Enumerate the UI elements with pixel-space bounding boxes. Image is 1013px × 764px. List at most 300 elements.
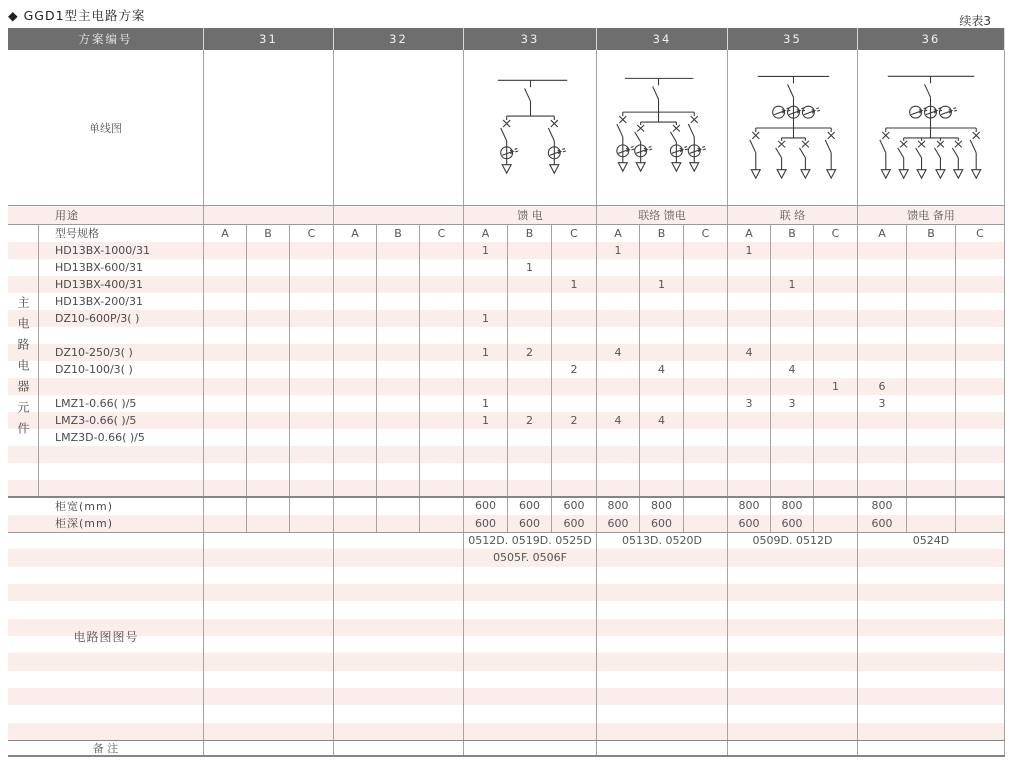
component-value-cell (508, 293, 552, 310)
cabinet-depth-label: 柜深(mm) (8, 515, 204, 533)
scheme-header-row (8, 28, 1005, 50)
divider (8, 532, 1005, 533)
component-value-cell (464, 446, 508, 463)
drawing-no-cell (597, 653, 728, 670)
component-value-cell (640, 446, 684, 463)
component-value-cell (907, 412, 956, 429)
component-row (8, 327, 1005, 344)
drawing-no-cell: 0505F. 0506F (464, 549, 597, 566)
component-value-cell (907, 395, 956, 412)
component-value-cell (597, 480, 640, 497)
component-value-cell (334, 480, 377, 497)
rail-cell (8, 446, 39, 463)
component-rows (8, 242, 1005, 497)
scheme-header-cell-35: 35 (728, 28, 858, 50)
component-value-cell (956, 242, 1005, 259)
cabinet-depth-value-cell (956, 515, 1005, 533)
component-value-cell (204, 378, 247, 395)
component-value-cell (728, 412, 771, 429)
component-value-cell (247, 276, 290, 293)
cabinet-depth-value-cell (907, 515, 956, 533)
component-value-cell (420, 361, 464, 378)
component-value-cell (508, 446, 552, 463)
scheme-header-cell-31: 31 (204, 28, 334, 50)
component-value-cell: 4 (771, 361, 814, 378)
component-value-cell (377, 276, 420, 293)
diagram-row-label: 单线图 (8, 50, 204, 205)
drawing-no-row (8, 532, 1005, 549)
drawing-no-cell (464, 619, 597, 636)
remarks-label: 备 注 (8, 740, 204, 757)
cabinet-depth-value-cell: 600 (508, 515, 552, 533)
component-value-cell (552, 310, 597, 327)
component-value-cell (420, 395, 464, 412)
subcol-header-cell: B (771, 224, 814, 242)
component-value-cell (420, 429, 464, 446)
component-value-cell (204, 361, 247, 378)
cabinet-width-label: 柜宽(mm) (8, 497, 204, 515)
component-value-cell (907, 361, 956, 378)
diagram-cell-33 (464, 50, 597, 205)
cabinet-depth-value-cell: 600 (771, 515, 814, 533)
component-value-cell (290, 378, 334, 395)
component-value-cell (290, 463, 334, 480)
component-value-cell (814, 361, 858, 378)
component-value-cell: 1 (464, 242, 508, 259)
component-value-cell (858, 293, 907, 310)
component-value-cell (907, 293, 956, 310)
component-value-cell (728, 276, 771, 293)
component-value-cell (728, 293, 771, 310)
component-value-cell (684, 276, 728, 293)
component-value-cell (684, 412, 728, 429)
rail-cell (8, 276, 39, 293)
component-value-cell (334, 395, 377, 412)
component-value-cell (247, 395, 290, 412)
component-value-cell: 1 (464, 310, 508, 327)
drawing-no-cell (728, 636, 858, 653)
drawing-no-section (8, 532, 1005, 740)
component-value-cell (684, 344, 728, 361)
component-value-cell (377, 293, 420, 310)
component-label: HD13BX-1000/31 (39, 242, 204, 259)
component-value-cell: 4 (597, 412, 640, 429)
cabinet-depth-value-cell (814, 515, 858, 533)
component-value-cell (508, 327, 552, 344)
component-value-cell (956, 412, 1005, 429)
drawing-no-cell (597, 636, 728, 653)
component-value-cell (334, 463, 377, 480)
component-value-cell (684, 480, 728, 497)
component-value-cell (814, 327, 858, 344)
drawing-no-row (8, 549, 1005, 566)
component-label (39, 327, 204, 344)
component-row (8, 361, 1005, 378)
drawing-no-label-spacer (8, 653, 204, 670)
component-value-cell (464, 293, 508, 310)
cabinet-width-value-cell: 800 (858, 497, 907, 515)
component-value-cell: 1 (728, 242, 771, 259)
cabinet-width-value-cell: 800 (640, 497, 684, 515)
drawing-no-cell (204, 601, 334, 618)
component-value-cell: 1 (464, 344, 508, 361)
component-label: LMZ1-0.66( )/5 (39, 395, 204, 412)
component-value-cell (334, 412, 377, 429)
component-label (39, 463, 204, 480)
component-label: HD13BX-200/31 (39, 293, 204, 310)
component-label (39, 446, 204, 463)
component-value-cell (334, 378, 377, 395)
component-value-cell (814, 259, 858, 276)
component-row (8, 242, 1005, 259)
component-value-cell (420, 446, 464, 463)
diagram-cell-35 (728, 50, 858, 205)
component-value-cell (814, 242, 858, 259)
diagram-cell-32 (334, 50, 464, 205)
cabinet-width-value-cell (956, 497, 1005, 515)
component-value-cell (771, 446, 814, 463)
component-value-cell (290, 446, 334, 463)
component-row (8, 463, 1005, 480)
cabinet-width-value-cell: 800 (728, 497, 771, 515)
drawing-no-cell (597, 705, 728, 722)
drawing-no-cell (858, 636, 1005, 653)
component-value-cell (204, 395, 247, 412)
drawing-no-cell (728, 567, 858, 584)
drawing-no-cell (858, 653, 1005, 670)
component-value-cell (907, 429, 956, 446)
component-value-cell (728, 429, 771, 446)
component-value-cell (684, 463, 728, 480)
drawing-no-cell (334, 601, 464, 618)
drawing-no-cell (858, 619, 1005, 636)
drawing-no-cell (858, 723, 1005, 740)
component-value-cell (956, 259, 1005, 276)
component-value-cell (640, 480, 684, 497)
subcol-header-cell: A (334, 224, 377, 242)
component-value-cell (858, 361, 907, 378)
component-value-cell (204, 327, 247, 344)
component-value-cell (684, 293, 728, 310)
component-value-cell (814, 293, 858, 310)
cabinet-width-value-cell (814, 497, 858, 515)
drawing-no-cell (858, 705, 1005, 722)
cabinet-depth-row (8, 515, 1005, 533)
component-value-cell (420, 310, 464, 327)
component-value-cell (290, 429, 334, 446)
component-label: DZ10-250/3( ) (39, 344, 204, 361)
component-value-cell (640, 378, 684, 395)
drawing-no-cell (464, 601, 597, 618)
cabinet-width-value-cell (290, 497, 334, 515)
component-value-cell (247, 378, 290, 395)
component-value-cell (247, 361, 290, 378)
cabinet-width-value-cell: 600 (508, 497, 552, 515)
subcol-header-cell: C (420, 224, 464, 242)
cabinet-width-value-cell: 600 (552, 497, 597, 515)
component-value-cell (771, 293, 814, 310)
drawing-no-cell (334, 705, 464, 722)
component-value-cell (334, 276, 377, 293)
component-value-cell (204, 344, 247, 361)
cabinet-depth-value-cell: 600 (464, 515, 508, 533)
component-value-cell (290, 310, 334, 327)
component-value-cell (597, 446, 640, 463)
component-value-cell (907, 310, 956, 327)
component-value-cell (464, 378, 508, 395)
component-value-cell (420, 378, 464, 395)
component-value-cell (552, 259, 597, 276)
component-value-cell (814, 429, 858, 446)
cabinet-depth-value-cell: 600 (552, 515, 597, 533)
component-value-cell (771, 429, 814, 446)
drawing-no-cell (728, 601, 858, 618)
cabinet-width-value-cell (684, 497, 728, 515)
component-value-cell (552, 242, 597, 259)
component-value-cell (684, 395, 728, 412)
single-line-diagram-33 (464, 50, 596, 205)
drawing-no-cell (597, 688, 728, 705)
component-value-cell (377, 429, 420, 446)
divider (8, 755, 1005, 757)
component-value-cell (814, 310, 858, 327)
drawing-no-cell (464, 688, 597, 705)
component-value-cell (377, 378, 420, 395)
component-row (8, 429, 1005, 446)
drawing-no-cell (334, 723, 464, 740)
component-value-cell (640, 259, 684, 276)
drawing-no-cell (464, 705, 597, 722)
component-value-cell (597, 361, 640, 378)
component-value-cell (858, 259, 907, 276)
component-value-cell (204, 412, 247, 429)
component-value-cell (204, 242, 247, 259)
component-value-cell (290, 242, 334, 259)
drawing-no-row (8, 636, 1005, 653)
rail-cell (8, 344, 39, 361)
component-value-cell (728, 480, 771, 497)
drawing-no-cell (204, 688, 334, 705)
component-value-cell (247, 463, 290, 480)
drawing-no-cell (204, 636, 334, 653)
component-value-cell (956, 361, 1005, 378)
drawing-no-label-spacer (8, 549, 204, 566)
cabinet-depth-value-cell (684, 515, 728, 533)
component-value-cell (464, 429, 508, 446)
component-value-cell (420, 327, 464, 344)
component-value-cell (640, 395, 684, 412)
component-value-cell (640, 293, 684, 310)
component-value-cell (684, 429, 728, 446)
component-row (8, 276, 1005, 293)
usage-cell: 联 络 (728, 205, 858, 224)
scheme-header-cell-34: 34 (597, 28, 728, 50)
drawing-no-cell (334, 549, 464, 566)
drawing-no-row (8, 584, 1005, 601)
drawing-no-cell (597, 619, 728, 636)
drawing-no-cell (464, 671, 597, 688)
component-value-cell (771, 242, 814, 259)
component-value-cell (597, 378, 640, 395)
component-value-cell (464, 276, 508, 293)
rail-cell (8, 361, 39, 378)
drawing-no-cell (204, 671, 334, 688)
component-value-cell (552, 480, 597, 497)
drawing-no-label-spacer (8, 636, 204, 653)
component-value-cell (956, 293, 1005, 310)
drawing-no-cell (597, 584, 728, 601)
component-value-cell (377, 412, 420, 429)
component-value-cell (508, 276, 552, 293)
subcol-header-cell: B (377, 224, 420, 242)
component-value-cell (247, 242, 290, 259)
component-value-cell (684, 259, 728, 276)
component-value-cell (858, 463, 907, 480)
component-value-cell (956, 463, 1005, 480)
component-value-cell: 4 (640, 361, 684, 378)
component-value-cell (290, 395, 334, 412)
component-value-cell: 1 (508, 259, 552, 276)
component-row (8, 412, 1005, 429)
cabinet-depth-value-cell (290, 515, 334, 533)
drawing-no-cell (597, 671, 728, 688)
component-value-cell (858, 344, 907, 361)
drawing-no-cell (728, 723, 858, 740)
component-value-cell (377, 480, 420, 497)
subcol-header-cell: C (684, 224, 728, 242)
single-line-diagram-35 (728, 50, 857, 205)
main-circuit-components-label: 主电路电器元件 (16, 296, 30, 443)
drawing-no-cell (204, 549, 334, 566)
cabinet-depth-value-cell: 600 (640, 515, 684, 533)
component-value-cell (377, 395, 420, 412)
drawing-no-cell (334, 619, 464, 636)
component-value-cell (290, 480, 334, 497)
drawing-no-cell (464, 567, 597, 584)
component-value-cell (814, 395, 858, 412)
component-value-cell (377, 463, 420, 480)
drawing-no-cell (464, 636, 597, 653)
drawing-no-cell (204, 584, 334, 601)
component-value-cell (956, 276, 1005, 293)
component-value-cell (464, 259, 508, 276)
drawing-no-cell (858, 671, 1005, 688)
continuation-note: 续表3 (959, 14, 991, 28)
component-value-cell (290, 327, 334, 344)
component-value-cell (956, 429, 1005, 446)
component-value-cell (728, 463, 771, 480)
rail-cell (8, 412, 39, 429)
component-value-cell (728, 327, 771, 344)
rail-cell (8, 242, 39, 259)
component-value-cell (508, 310, 552, 327)
drawing-no-row (8, 567, 1005, 584)
component-value-cell (420, 480, 464, 497)
divider (8, 224, 1005, 225)
component-value-cell (377, 310, 420, 327)
component-value-cell (814, 446, 858, 463)
component-row (8, 395, 1005, 412)
component-value-cell (247, 412, 290, 429)
component-value-cell (508, 463, 552, 480)
rail-cell (8, 429, 39, 446)
component-value-cell (858, 327, 907, 344)
rail-cell (8, 293, 39, 310)
component-value-cell (956, 446, 1005, 463)
drawing-no-label-spacer (8, 705, 204, 722)
component-value-cell (204, 463, 247, 480)
drawing-no-cell (858, 584, 1005, 601)
drawing-no-row (8, 671, 1005, 688)
divider (8, 740, 1005, 741)
component-label: LMZ3-0.66( )/5 (39, 412, 204, 429)
drawing-no-label: 电路图图号 (73, 629, 139, 644)
subcol-header-cell: C (290, 224, 334, 242)
drawing-no-cell (597, 723, 728, 740)
component-value-cell (552, 327, 597, 344)
component-label: HD13BX-600/31 (39, 259, 204, 276)
drawing-no-cell (728, 671, 858, 688)
component-value-cell (640, 429, 684, 446)
component-value-cell (858, 480, 907, 497)
component-value-cell (290, 276, 334, 293)
component-value-cell (597, 463, 640, 480)
component-value-cell (771, 463, 814, 480)
component-value-cell: 4 (640, 412, 684, 429)
diagram-cell-31 (204, 50, 334, 205)
drawing-no-row (8, 688, 1005, 705)
component-value-cell: 4 (728, 344, 771, 361)
component-value-cell (814, 412, 858, 429)
component-value-cell: 1 (640, 276, 684, 293)
component-value-cell (771, 310, 814, 327)
component-value-cell (204, 429, 247, 446)
component-value-cell (464, 361, 508, 378)
component-value-cell (334, 446, 377, 463)
component-value-cell (597, 327, 640, 344)
drawing-no-cell (728, 653, 858, 670)
drawing-no-cell (204, 567, 334, 584)
component-value-cell (420, 259, 464, 276)
component-value-cell (420, 344, 464, 361)
component-value-cell (247, 480, 290, 497)
drawing-no-cell (204, 532, 334, 549)
component-value-cell (597, 259, 640, 276)
component-value-cell (334, 429, 377, 446)
component-value-cell (956, 344, 1005, 361)
component-value-cell (204, 276, 247, 293)
drawing-no-cell (858, 688, 1005, 705)
rail-cell (8, 463, 39, 480)
component-value-cell (771, 259, 814, 276)
cabinet-width-value-cell (204, 497, 247, 515)
scheme-header-cell-32: 32 (334, 28, 464, 50)
cabinet-width-value-cell (247, 497, 290, 515)
component-value-cell (247, 293, 290, 310)
spec-row-label: 型号规格 (39, 224, 204, 242)
component-value-cell (771, 412, 814, 429)
subcol-header-cell: B (907, 224, 956, 242)
component-value-cell: 1 (771, 276, 814, 293)
component-value-cell (728, 378, 771, 395)
component-value-cell (334, 259, 377, 276)
component-value-cell (377, 361, 420, 378)
scheme-header-cell-33: 33 (464, 28, 597, 50)
component-value-cell (247, 327, 290, 344)
subcol-header-cell: C (956, 224, 1005, 242)
cabinet-depth-value-cell: 600 (597, 515, 640, 533)
component-value-cell (814, 276, 858, 293)
